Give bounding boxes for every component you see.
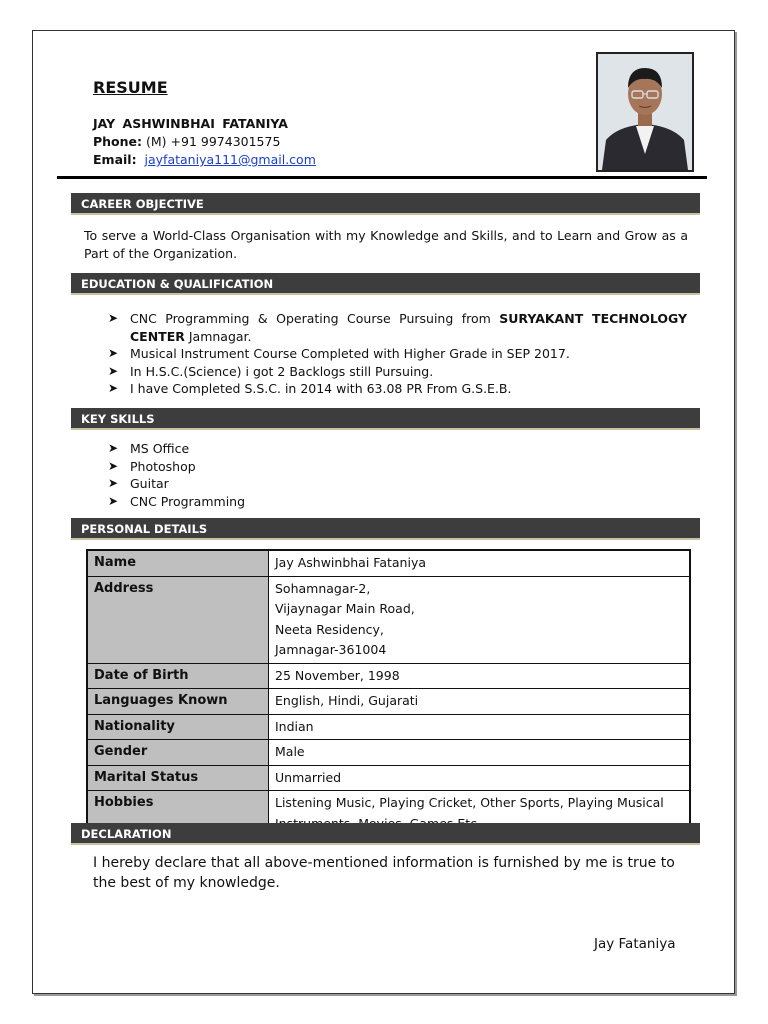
table-row bbox=[87, 550, 690, 576]
arrow-bullet-icon: ➤ bbox=[108, 363, 119, 378]
skill-item bbox=[108, 440, 408, 458]
detail-value-line: Jamnagar-361004 bbox=[275, 642, 387, 657]
detail-value bbox=[269, 740, 691, 766]
detail-key: Languages Known bbox=[87, 689, 269, 715]
table-row bbox=[87, 663, 690, 689]
detail-value-line: Jay Ashwinbhai Fataniya bbox=[275, 555, 427, 570]
detail-value-line: Unmarried bbox=[275, 769, 342, 785]
detail-key: Name bbox=[87, 550, 269, 576]
education-item-text: CNC Programming & Operating Course Pursuing from bbox=[130, 311, 500, 326]
section-heading-education: EDUCATION & QUALIFICATION bbox=[71, 273, 700, 295]
education-item bbox=[108, 310, 687, 345]
detail-value bbox=[269, 663, 691, 689]
career-objective-text: To serve a World-Class Organisation with my Knowledge and Skills, and to Learn and Grow as a Part of the Organization. bbox=[84, 228, 688, 261]
table-row bbox=[87, 576, 690, 663]
detail-value bbox=[269, 576, 691, 663]
detail-value-line: Indian bbox=[275, 718, 314, 734]
email-label: Email: bbox=[93, 152, 137, 167]
section-heading-personal-details: PERSONAL DETAILS bbox=[71, 518, 700, 540]
detail-value bbox=[269, 765, 691, 791]
education-list bbox=[108, 310, 687, 398]
arrow-bullet-icon: ➤ bbox=[108, 458, 119, 473]
section-heading-key-skills: KEY SKILLS bbox=[71, 408, 700, 430]
detail-value-line: Sohamnagar-2, bbox=[275, 580, 371, 596]
signature-name: Jay Fataniya bbox=[594, 936, 676, 952]
detail-value-line: Neeta Residency, bbox=[275, 621, 384, 637]
profile-photo-image bbox=[598, 54, 692, 170]
skill-item-text: CNC Programming bbox=[130, 493, 246, 509]
detail-value-line: Listening Music, Playing Cricket, Other Sports, Playing Musical bbox=[275, 795, 664, 810]
detail-key: Address bbox=[87, 576, 269, 663]
arrow-bullet-icon: ➤ bbox=[108, 476, 119, 491]
education-item bbox=[108, 345, 687, 363]
email-link[interactable]: jayfataniya111@gmail.com bbox=[144, 152, 316, 167]
table-row bbox=[87, 689, 690, 715]
skill-item-text: Photoshop bbox=[130, 458, 196, 474]
table-row bbox=[87, 740, 690, 766]
section-heading-declaration: DECLARATION bbox=[71, 823, 700, 845]
arrow-bullet-icon: ➤ bbox=[108, 346, 119, 361]
education-item-institute: SURYAKANT TECHNOLOGY CENTER bbox=[130, 311, 688, 344]
detail-value bbox=[269, 689, 691, 715]
profile-photo bbox=[596, 52, 694, 172]
detail-key: Nationality bbox=[87, 714, 269, 740]
phone-label: Phone: bbox=[93, 134, 143, 149]
candidate-name: JAY ASHWINBHAI FATANIYA bbox=[93, 116, 288, 131]
email-line bbox=[93, 152, 316, 167]
arrow-bullet-icon: ➤ bbox=[108, 493, 119, 508]
education-item bbox=[108, 363, 687, 381]
arrow-bullet-icon: ➤ bbox=[108, 441, 119, 455]
skill-item bbox=[108, 475, 408, 493]
detail-value-line: English, Hindi, Gujarati bbox=[275, 693, 419, 708]
detail-value-line: Vijaynagar Main Road, bbox=[275, 601, 415, 616]
detail-value-line: Male bbox=[275, 744, 305, 759]
key-skills-list bbox=[108, 440, 408, 510]
personal-details-table bbox=[86, 549, 691, 838]
education-item-text: I have Completed S.S.C. in 2014 with 63.08 PR From G.S.E.B. bbox=[130, 381, 512, 397]
detail-key: Gender bbox=[87, 740, 269, 766]
skill-item bbox=[108, 493, 408, 511]
detail-value bbox=[269, 550, 691, 576]
phone-line bbox=[93, 134, 280, 149]
detail-key: Hobbies bbox=[87, 791, 269, 838]
detail-key: Marital Status bbox=[87, 765, 269, 791]
table-row bbox=[87, 714, 690, 740]
table-row bbox=[87, 765, 690, 791]
page-border bbox=[32, 30, 735, 994]
skill-item-text: Guitar bbox=[130, 476, 169, 492]
declaration-text: I hereby declare that all above-mentioned information is furnished by me is true to the best of my knowledge. bbox=[93, 855, 675, 891]
header-divider bbox=[57, 176, 707, 179]
resume-title: RESUME bbox=[93, 78, 168, 97]
education-item-city: Jamnagar. bbox=[184, 328, 252, 344]
arrow-bullet-icon: ➤ bbox=[108, 311, 119, 325]
arrow-bullet-icon: ➤ bbox=[108, 381, 119, 396]
education-item bbox=[108, 380, 687, 398]
education-item-text: In H.S.C.(Science) i got 2 Backlogs still Pursuing. bbox=[130, 363, 434, 379]
detail-value-line: 25 November, 1998 bbox=[275, 667, 400, 683]
detail-value bbox=[269, 714, 691, 740]
skill-item bbox=[108, 458, 408, 476]
detail-key: Date of Birth bbox=[87, 663, 269, 689]
section-heading-career-objective: CAREER OBJECTIVE bbox=[71, 193, 700, 215]
phone-value: (M) +91 9974301575 bbox=[146, 134, 281, 149]
education-item-text: Musical Instrument Course Completed with Higher Grade in SEP 2017. bbox=[130, 346, 570, 362]
skill-item-text: MS Office bbox=[130, 441, 190, 456]
